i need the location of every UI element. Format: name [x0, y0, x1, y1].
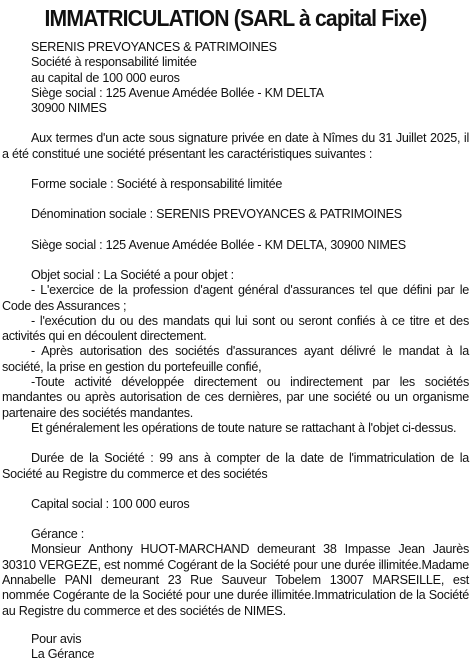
company-name-line: SERENIS PREVOYANCES & PATRIMOINES: [31, 40, 277, 54]
intro-paragraph: Aux termes d'un acte sous signature privée en date à Nîmes du 31 Juillet 2025, il a été constitué une société présentant les caractéristiques suivantes :: [2, 131, 469, 161]
capital-social: Capital social : 100 000 euros: [31, 496, 190, 511]
duree-societe: Durée de la Société : 99 ans à compter de la date de l'immatriculation de la Société au Registre du commerce et des sociétés: [2, 451, 469, 481]
objet-item: Et généralement les opérations de toute nature se rattachant à l'objet ci-dessus.: [31, 420, 457, 435]
objet-item: - Après autorisation des sociétés d'assurances ayant délivré le mandat à la société, la prise en gestion du portefeuille confié,: [2, 344, 469, 374]
objet-item: -Toute activité développée directement ou indirectement par les sociétés mandantes ou après autorisation de ces dernières, par une société ou un organisme partenaire des sociétés mandantes.: [2, 375, 469, 420]
closing: [2, 632, 469, 663]
closing-line: Pour avis: [31, 631, 82, 646]
notice-body: [2, 40, 469, 663]
company-header: [2, 40, 469, 116]
company-capital-line: au capital de 100 000 euros: [31, 70, 180, 85]
notice-title: IMMATRICULATION (SARL à capital Fixe): [44, 5, 427, 31]
denomination-sociale: Dénomination sociale : SERENIS PREVOYANCES & PATRIMOINES: [31, 207, 402, 222]
company-form-line: Société à responsabilité limitée: [31, 55, 197, 70]
gerance-section: [2, 527, 469, 619]
objet-heading: Objet social : La Société a pour objet :: [31, 267, 234, 282]
objet-item: - L'exercice de la profession d'agent général d'assurances tel que défini par le Code des Assurances ;: [2, 283, 469, 313]
objet-social: [2, 268, 469, 436]
gerance-text: Monsieur Anthony HUOT-MARCHAND demeurant 38 Impasse Jean Jaurès 30310 VERGEZE, est nommé Cogérant de la Société pour une durée illimitée.Madame Annabelle PANI demeurant 23 Rue Sauveur Tobelem 13007 MARSEILLE, est nommée Cogérante de la Société pour une durée illimitée.Immatriculation de la Société au Registre du commerce et des sociétés de NIMES.: [2, 542, 469, 618]
company-address-line: Siège social : 125 Avenue Amédée Bollée - KM DELTA: [31, 85, 324, 100]
siege-social: Siège social : 125 Avenue Amédée Bollée - KM DELTA, 30900 NIMES: [31, 237, 406, 252]
company-city-line: 30900 NIMES: [31, 101, 107, 116]
gerance-heading: Gérance :: [31, 527, 85, 542]
signature-line: La Gérance: [31, 647, 95, 662]
objet-item: - l'exécution du ou des mandats qui lui sont ou seront confiés à ce titre et des activités qui en découlent directement.: [2, 313, 469, 344]
forme-sociale: Forme sociale : Société à responsabilité limitée: [31, 177, 283, 192]
